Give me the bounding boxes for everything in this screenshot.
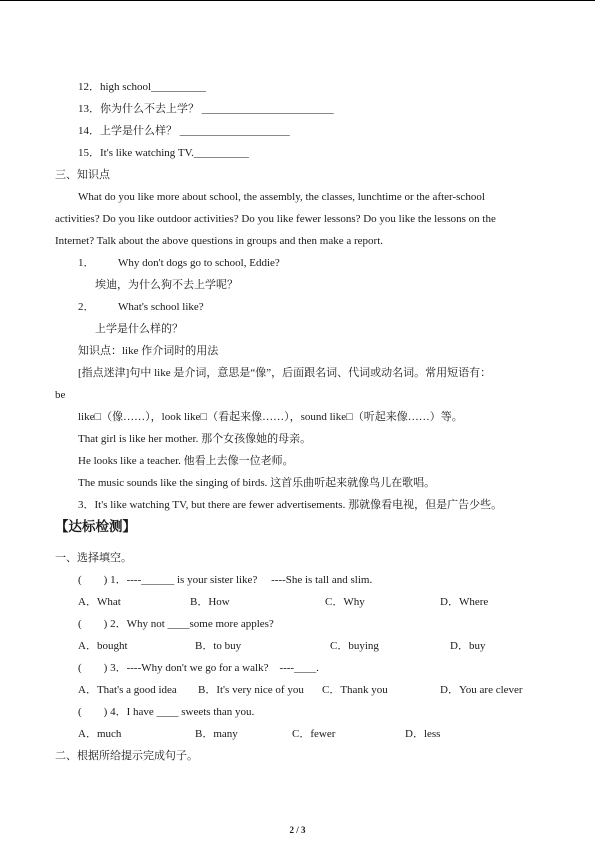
guide-text: [指点迷津]句中 like 是介词，意思是“像”，后面跟名词、代词或动名词。常用短语有： (78, 367, 492, 379)
question: ( ) 1．----______ is your sister like? ----She is tall and slim. (78, 574, 373, 586)
option: B．many (195, 728, 238, 740)
option: C．Thank you (322, 684, 388, 696)
item-number: 2． (78, 301, 95, 313)
question: ( ) 4．I have ____ sweets than you. (78, 706, 255, 718)
example-sentence: The music sounds like the singing of birds. 这首乐曲听起来就像鸟儿在歌唱。 (78, 477, 436, 489)
vocab-item-12: 12．high school__________ (78, 81, 207, 93)
option: B．to buy (195, 640, 242, 652)
option: D．buy (450, 640, 486, 652)
option: C．buying (330, 640, 379, 652)
vocab-item-13: 13．你为什么不去上学？ ________________________ (78, 103, 334, 115)
option: D．Where (440, 596, 489, 608)
guide-text: like□（像……），look like□（看起来像……），sound like□（听起来像……）等。 (78, 411, 463, 423)
example-sentence: That girl is like her mother. 那个女孩像她的母亲。 (78, 433, 312, 445)
item-translation: 上学是什么样的？ (95, 323, 183, 335)
vocab-item-14: 14．上学是什么样？ ____________________ (78, 125, 290, 137)
option: D．less (405, 728, 441, 740)
option: B．How (190, 596, 230, 608)
item-translation: 埃迪，为什么狗不去上学呢？ (95, 279, 238, 291)
question: ( ) 2．Why not ____some more apples? (78, 618, 274, 630)
option: A．bought (78, 640, 128, 652)
item-sentence: Why don't dogs go to school, Eddie? (118, 257, 280, 269)
option: A．That's a good idea (78, 684, 177, 696)
option: B．It's very nice of you (198, 684, 304, 696)
guide-text: be (55, 389, 66, 401)
item-number: 1． (78, 257, 95, 269)
test-section-title: 【达标检测】 (55, 519, 136, 534)
paragraph-line: activities? Do you like outdoor activities? Do you like fewer lessons? Do you like the lessons on the (55, 213, 496, 225)
option: A．much (78, 728, 122, 740)
option: A．What (78, 596, 121, 608)
page-number: 2 / 3 (289, 825, 306, 835)
part-heading: 二、根据所给提示完成句子。 (55, 750, 198, 762)
item-sentence: What's school like? (118, 301, 204, 313)
option: C．fewer (292, 728, 336, 740)
option: D．You are clever (440, 684, 523, 696)
part-heading: 一、选择填空。 (55, 552, 132, 564)
question: ( ) 3．----Why don't we go for a walk? ----____. (78, 662, 319, 674)
section-heading: 三、知识点 (55, 169, 110, 181)
top-rule (0, 0, 595, 1)
knowledge-point: 知识点：like 作介词时的用法 (78, 345, 219, 357)
vocab-item-15: 15．It's like watching TV.__________ (78, 147, 249, 159)
paragraph-line: What do you like more about school, the assembly, the classes, lunchtime or the after-school (78, 191, 485, 203)
option: C．Why (325, 596, 365, 608)
paragraph-line: Internet? Talk about the above questions in groups and then make a report. (55, 235, 384, 247)
example-sentence: 3．It's like watching TV, but there are fewer advertisements. 那就像看电视，但是广告少些。 (78, 499, 503, 511)
example-sentence: He looks like a teacher. 他看上去像一位老师。 (78, 455, 294, 467)
